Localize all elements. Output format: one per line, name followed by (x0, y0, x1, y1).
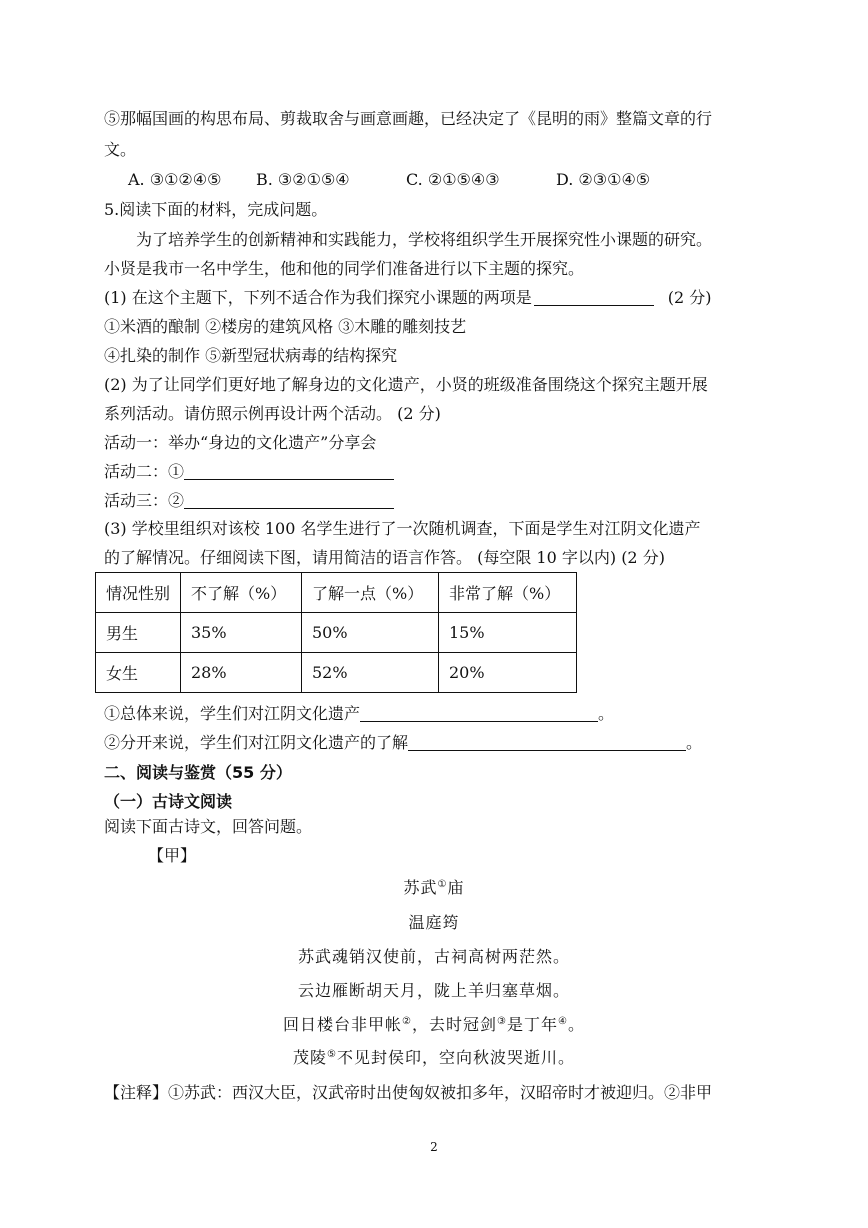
q4-item5-line2: 文。 (104, 140, 137, 159)
table-header-cell: 了解一点（%） (302, 573, 439, 613)
q5-sub2-line2: 系列活动。请仿照示例再设计两个活动。 (2 分) (104, 404, 441, 423)
footnote-marker: ③ (497, 1016, 507, 1027)
table-cell: 女生 (96, 653, 181, 693)
q5-activity3-blank[interactable] (184, 492, 394, 509)
q5-answer1 (104, 703, 614, 725)
poem-line-3: 回日楼台非甲帐②，去时冠剑③是丁年④。 (283, 1015, 585, 1034)
q5-sub1 (104, 287, 712, 309)
q5-answer1-blank[interactable] (360, 705, 598, 722)
q5-title: 5.阅读下面的材料，完成问题。 (104, 200, 328, 219)
table-cell: 男生 (96, 613, 181, 653)
poem-line-4: 茂陵⑤不见封侯印，空向秋波哭逝川。 (293, 1048, 575, 1067)
section2-heading: 二、阅读与鉴赏（55 分） (104, 763, 292, 782)
poem-author: 温庭筠 (408, 913, 460, 932)
q5-activity3-label: 活动三：② (104, 491, 185, 510)
q5-intro-line2: 小贤是我市一名中学生，他和他的同学们准备进行以下主题的探究。 (104, 259, 585, 278)
table-cell: 28% (181, 653, 302, 693)
q4-option-c: C. ②①⑤④③ (406, 170, 500, 189)
q5-sub3-line1: (3) 学校里组织对该校 100 名学生进行了一次随机调查，下面是学生对江阴文化遗产 (104, 519, 701, 538)
q5-answer2-label: ②分开来说，学生们对江阴文化遗产的了解 (104, 733, 409, 752)
section2-instruction: 阅读下面古诗文，回答问题。 (104, 817, 313, 836)
q5-intro-line1: 为了培养学生的创新精神和实践能力，学校将组织学生开展探究性小课题的研究。 (136, 230, 713, 249)
q5-sub1-choices-line2: ④扎染的制作 ⑤新型冠状病毒的结构探究 (104, 346, 398, 365)
poem-line-2: 云边雁断胡天月，陇上羊归塞草烟。 (297, 981, 570, 1000)
q5-answer2 (104, 732, 702, 754)
survey-table (95, 572, 577, 693)
page-number: 2 (430, 1140, 438, 1154)
q4-option-d: D. ②③①④⑤ (556, 170, 651, 189)
table-row (96, 613, 577, 653)
section2-subheading: （一）古诗文阅读 (104, 792, 233, 811)
q5-sub2-line1: (2) 为了让同学们更好地了解身边的文化遗产，小贤的班级准备围绕这个探究主题开展 (104, 375, 708, 394)
table-cell: 35% (181, 613, 302, 653)
footnote-marker: ⑤ (327, 1049, 337, 1060)
q5-activity2-label: 活动二：① (104, 462, 185, 481)
q5-activity3 (104, 490, 394, 512)
poem-title: 苏武①庙 (403, 878, 465, 897)
table-cell: 20% (439, 653, 577, 693)
q5-answer1-period: 。 (598, 704, 615, 723)
table-header-cell: 不了解（%） (181, 573, 302, 613)
q5-activity2-blank[interactable] (184, 463, 394, 480)
table-cell: 50% (302, 613, 439, 653)
table-header-cell: 非常了解（%） (439, 573, 577, 613)
q5-answer1-label: ①总体来说，学生们对江阴文化遗产 (104, 704, 361, 723)
table-header-row (96, 573, 577, 613)
table-header-cell: 情况性别 (96, 573, 181, 613)
footnote-marker: ① (437, 879, 448, 890)
footnote-marker: ② (402, 1016, 412, 1027)
table-cell: 15% (439, 613, 577, 653)
poem-jia-label: 【甲】 (148, 846, 197, 865)
q5-sub1-answer-blank[interactable] (534, 289, 654, 306)
footnote-marker: ④ (558, 1016, 568, 1027)
poem-note: 【注释】①苏武：西汉大臣，汉武帝时出使匈奴被扣多年，汉昭帝时才被迎归。②非甲 (104, 1083, 713, 1102)
q5-activity2 (104, 461, 394, 483)
q5-sub1-prompt: (1) 在这个主题下，下列不适合作为我们探究小课题的两项是 (104, 288, 532, 307)
poem-line-1: 苏武魂销汉使前，古祠高树两茫然。 (297, 947, 570, 966)
q5-sub3-line2: 的了解情况。仔细阅读下图，请用简洁的语言作答。 (每空限 10 字以内) (2 分) (104, 548, 665, 567)
q4-item5-line1: ⑤那幅国画的构思布局、剪裁取舍与画意画趣，已经决定了《昆明的雨》整篇文章的行 (104, 109, 713, 128)
q5-activity1: 活动一：举办“身边的文化遗产”分享会 (104, 433, 377, 452)
table-row (96, 653, 577, 693)
q4-option-b: B. ③②①⑤④ (256, 170, 350, 189)
q5-sub1-choices-line1: ①米酒的酿制 ②楼房的建筑风格 ③木雕的雕刻技艺 (104, 317, 467, 336)
q4-option-a: A. ③①②④⑤ (128, 170, 222, 189)
q5-answer2-blank[interactable] (408, 734, 686, 751)
q5-sub1-points: (2 分) (667, 288, 712, 307)
q5-answer2-period: 。 (686, 733, 703, 752)
table-cell: 52% (302, 653, 439, 693)
